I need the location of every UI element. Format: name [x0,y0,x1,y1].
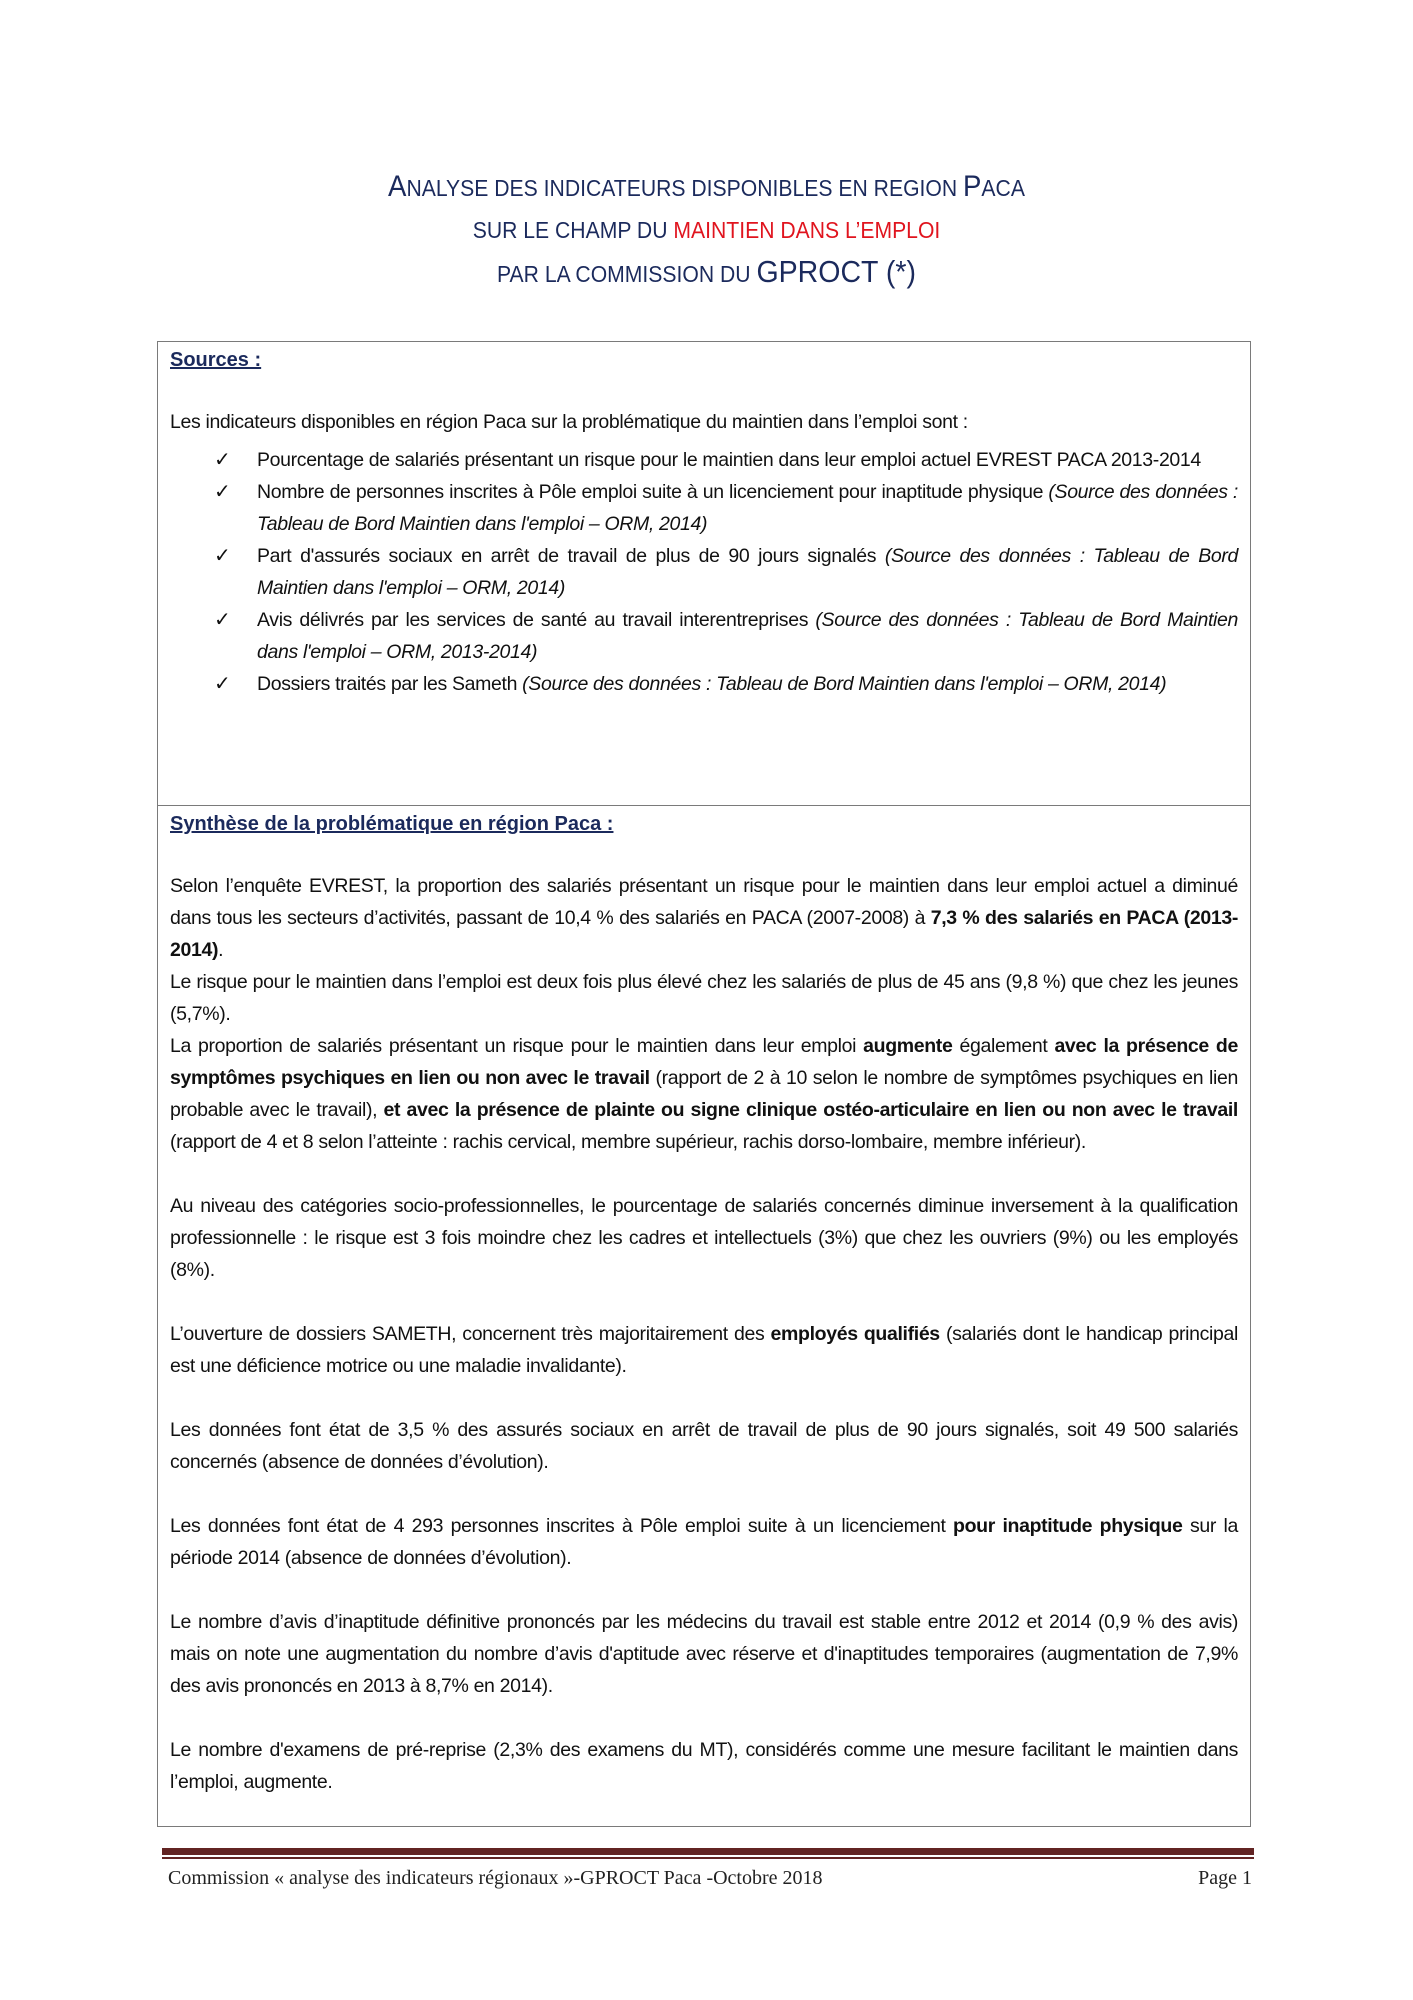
source-item-citation: (Source des données : Tableau de Bord Maintien dans l'emploi – ORM, 2014) [522,673,1167,695]
synthesis-heading: Synthèse de la problématique en région Paca : [170,813,614,835]
source-item-citation: (Source des données : Tableau de Bord Maintien dans l'emploi – ORM, 2014) [257,545,1238,599]
document-title [0,166,1413,295]
synthesis-section [158,806,1250,1826]
bold-text: augmente [863,1035,953,1057]
spacer [170,1286,1238,1318]
checkmark-icon: ✓ [214,673,231,695]
text: (rapport de 4 et 8 selon l’atteinte : rachis cervical, membre supérieur, rachis dorso-lombaire, membre inférieur). [170,1131,1087,1153]
page-number: Page 1 [1198,1867,1252,1889]
spacer [170,1478,1238,1510]
text: (rapport de 2 à 10 selon le nombre de symptômes psychiques en lien probable avec le travail), [170,1067,1239,1121]
title-line-1 [57,166,1357,209]
synthesis-paragraph-csp: Au niveau des catégories socio-professionnelles, le pourcentage de salariés concernés diminue inversement à la qualification professionnelle : le risque est 3 fois moindre chez les cadres et intellectuels (3%) que chez les ouvriers (9%) ou les employés (8%). [170,1195,1238,1281]
title-gproct: GPROCT [756,254,878,289]
title-highlight: MAINTIEN DANS L’EMPLOI [673,217,941,243]
synthesis-paragraph-symptoms [170,1030,1238,1158]
text: . [218,939,224,961]
text: L’ouverture de dossiers SAMETH, concernent très majoritairement des [170,1323,771,1345]
synthesis-paragraph-sameth [170,1318,1238,1382]
spacer [170,1382,1238,1414]
sources-intro: Les indicateurs disponibles en région Paca sur la problématique du maintien dans l’emploi sont : [170,411,968,433]
sources-list-item [170,476,1238,540]
bold-text: employés qualifiés [770,1323,940,1345]
sources-list-item [170,540,1238,604]
sources-list-item [170,444,1238,476]
sources-heading: Sources : [170,349,262,371]
synthesis-paragraph-inaptitude: Le nombre d’avis d’inaptitude définitive prononcés par les médecins du travail est stable entre 2012 et 2014 (0,9 % des avis) mais on note une augmentation du nombre d’avis d'aptitude avec réserve et d'inaptitudes temporaires (augmentation de 7,9% des avis prononcés en 2013 à 8,7% en 2014). [170,1611,1238,1697]
synthesis-paragraph-age: Le risque pour le maintien dans l’emploi est deux fois plus élevé chez les salariés de plus de 45 ans (9,8 %) que chez les jeunes (5,7%). [170,971,1238,1025]
source-item-text: Part d'assurés sociaux en arrêt de travail de plus de 90 jours signalés [257,545,885,567]
checkmark-icon: ✓ [214,545,231,567]
source-item-citation: (Source des données : Tableau de Bord Maintien dans l'emploi – ORM, 2013-2014) [257,609,1239,663]
spacer [170,1702,1238,1734]
sources-list-item [170,668,1238,700]
text: Les données font état de 4 293 personnes inscrites à Pôle emploi suite à un licenciement [170,1515,954,1537]
text: (salariés dont le handicap principal est une déficience motrice ou une maladie invalidante). [170,1323,1238,1377]
checkmark-icon: ✓ [214,449,231,471]
page-footer [168,1864,1252,1892]
content-box [157,341,1251,1827]
title-initial-p: P [963,170,982,203]
source-item-text: Pourcentage de salariés présentant un risque pour le maintien dans leur emploi actuel EVREST PACA 2013-2014 [257,449,1201,471]
title-text-1: NALYSE DES INDICATEURS DISPONIBLES EN REGION [406,175,964,201]
source-item-citation: (Source des données : Tableau de Bord Maintien dans l'emploi – ORM, 2014) [257,481,1238,535]
sources-section [158,342,1250,806]
title-line-2 [57,209,1357,251]
synthesis-paragraph-arret-travail: Les données font état de 3,5 % des assurés sociaux en arrêt de travail de plus de 90 jours signalés, soit 49 500 salariés concernés (absence de données d’évolution). [170,1419,1238,1473]
text: Selon l’enquête EVREST, la proportion des salariés présentant un risque pour le maintien dans leur emploi actuel a diminué dans tous les secteurs d’activités, passant de 10,4 % des salariés en PACA (2007-2008) à [170,875,1238,929]
bold-text: 7,3 % des salariés en PACA (2013-2014) [170,907,1239,961]
sources-list [170,444,1238,700]
title-text-3: PAR LA COMMISSION DU [497,261,757,287]
title-text-1b: ACA [981,175,1025,201]
source-item-text: Nombre de personnes inscrites à Pôle emploi suite à un licenciement pour inaptitude physique [257,481,1049,503]
title-text-2: SUR LE CHAMP DU [472,217,674,243]
synthesis-paragraph-pole-emploi [170,1510,1238,1574]
bold-text: pour inaptitude physique [953,1515,1183,1537]
spacer [170,1158,1238,1190]
text: également [952,1035,1055,1057]
title-footnote-mark: (*) [877,254,916,289]
spacer [170,1574,1238,1606]
sources-list-item [170,604,1238,668]
source-item-text: Avis délivrés par les services de santé au travail interentreprises [257,609,816,631]
checkmark-icon: ✓ [214,609,231,631]
checkmark-icon: ✓ [214,481,231,503]
bold-text: avec la présence de symptômes psychiques en lien ou non avec le travail [170,1035,1238,1089]
synthesis-paragraph-evrest [170,870,1238,966]
title-line-3 [57,251,1357,295]
bold-text: et avec la présence de plainte ou signe clinique ostéo-articulaire en lien ou non avec le travail [383,1099,1238,1121]
footer-rule-thick [162,1848,1254,1855]
text: sur la période 2014 (absence de données d’évolution). [170,1515,1238,1569]
text: La proportion de salariés présentant un risque pour le maintien dans leur emploi [170,1035,864,1057]
footer-rule-thin [162,1857,1254,1859]
synthesis-paragraph-pre-reprise: Le nombre d'examens de pré-reprise (2,3% des examens du MT), considérés comme une mesure facilitant le maintien dans l’emploi, augmente. [170,1739,1238,1793]
source-item-text: Dossiers traités par les Sameth [257,673,523,695]
title-initial-a: A [388,170,407,203]
footer-text: Commission « analyse des indicateurs régionaux »-GPROCT Paca -Octobre 2018 [168,1867,823,1889]
